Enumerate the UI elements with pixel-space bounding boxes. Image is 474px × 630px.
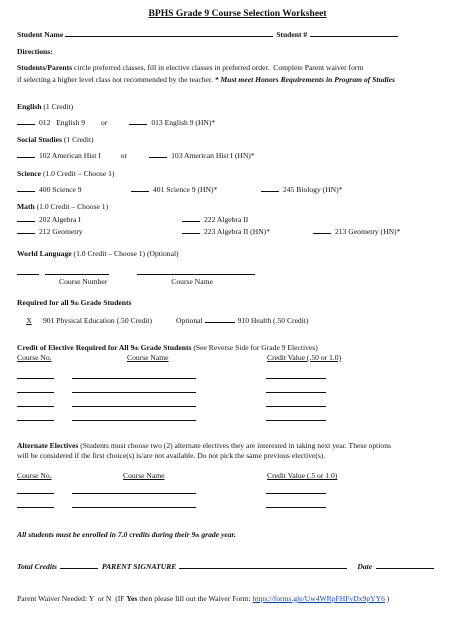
student-name-label: Student Name [17, 29, 64, 39]
science-heading [17, 169, 458, 178]
elective-row [17, 386, 458, 394]
alternate-row [17, 487, 458, 495]
elective-course-no-field[interactable] [17, 386, 54, 393]
elective-rows [17, 372, 458, 422]
elective-course-name-field[interactable] [72, 400, 196, 407]
english-credit: (1 Credit) [41, 101, 74, 111]
science-9-option: 400 Science 9 [39, 185, 82, 195]
student-name-field[interactable] [65, 29, 273, 37]
alternate-course-no-field[interactable] [17, 501, 54, 508]
directions-text-2: if selecting a higher level class not recommended by the teacher. [17, 75, 215, 85]
alternates-text-2: will be considered if the first choice(s) is/are not available. Do not pick the same previous elective(s). [17, 450, 326, 460]
american-hist-hn-blank[interactable] [149, 150, 167, 158]
elective-credit-field[interactable] [266, 414, 326, 421]
world-language-choice-blank[interactable] [17, 267, 39, 275]
american-hist-blank[interactable] [17, 150, 35, 158]
alternate-credit-field[interactable] [266, 501, 326, 508]
elective-course-no-field[interactable] [17, 400, 54, 407]
science-options [17, 184, 458, 194]
student-info-row [17, 29, 458, 39]
english-heading [17, 102, 458, 111]
page-title: BPHS Grade 9 Course Selection Worksheet [148, 8, 327, 19]
physical-education-option: 901 Physical Education (.50 Credit) [43, 315, 153, 325]
date-label: Date [357, 562, 373, 572]
elective-course-name-field[interactable] [72, 414, 196, 421]
waiver-yes: Yes [126, 593, 138, 603]
biology-hn-option: 245 Biology (HN)* [283, 185, 343, 195]
electives-note: (See Reverse Side for Grade 9 Electives) [191, 343, 318, 353]
directions-lead: Students/Parents [17, 62, 73, 72]
or-text: or [120, 151, 128, 161]
alternate-row [17, 501, 458, 509]
required-heading-text: Required for all 9 [17, 298, 75, 308]
elective-row [17, 414, 458, 422]
alternates-line-2 [17, 451, 458, 460]
enrollment-requirement: All students must be enrolled in 7.0 credits during their 9 th grade year. [17, 529, 236, 539]
honors-requirement-note: * Must meet Honors Requirements in Program of Studies [214, 75, 395, 85]
social-label: Social Studies [17, 134, 62, 144]
alt-col-course-name: Course Name [123, 471, 165, 481]
alternates-text-1: (Students must choose two (2) alternate electives they are interested in taking next year. These options [78, 441, 391, 451]
elective-course-no-field[interactable] [17, 372, 54, 379]
world-language-credit: (1.0 Credit – Choose 1) (Optional) [71, 249, 179, 259]
world-language-fields [17, 267, 458, 275]
waiver-form-link[interactable]: https://forms.gle/Uw4WRpFHFvDx9pYY6 [252, 593, 385, 603]
math-heading [17, 202, 458, 211]
alternates-columns [17, 471, 458, 480]
geometry-hn-option: 213 Geometry (HN)* [335, 226, 401, 236]
algebra-2-hn-blank[interactable] [182, 226, 200, 234]
english-9-hn-option: 013 English 9 (HN)* [151, 118, 216, 128]
world-language-label: World Language [17, 249, 72, 259]
science-9-hn-option: 401 Science 9 (HN)* [153, 185, 218, 195]
world-language-heading [17, 249, 458, 258]
directions-heading: Directions: [17, 47, 53, 57]
elective-course-no-field[interactable] [17, 414, 54, 421]
elective-row [17, 372, 458, 380]
waiver-row [17, 594, 458, 603]
science-label: Science [17, 168, 42, 178]
alternate-course-name-field[interactable] [72, 487, 196, 494]
enrollment-text-2: grade year. [199, 529, 236, 539]
directions-line-1 [17, 63, 458, 72]
english-9-option: 012 English 9 [39, 118, 85, 128]
health-blank[interactable] [205, 315, 235, 323]
total-credits-field[interactable] [60, 561, 98, 569]
algebra-2-blank[interactable] [182, 214, 200, 222]
english-label: English [17, 101, 42, 111]
or-text: or [101, 118, 108, 128]
electives-heading: Credit of Elective Required for All 9 th Grade Students (See Reverse Side for Grade 9 Electives) [17, 343, 318, 353]
alternates-heading: Alternate Electives [17, 441, 79, 451]
geometry-hn-blank[interactable] [313, 226, 331, 234]
world-language-number-field[interactable] [45, 267, 109, 275]
elective-course-name-field[interactable] [72, 386, 196, 393]
col-course-name: Course Name [127, 352, 169, 362]
english-options [17, 117, 458, 127]
col-credit-value: Credit Value (.50 or 1.0) [267, 352, 342, 362]
social-options [17, 150, 458, 160]
algebra-2-hn-option: 223 Algebra II (HN)* [204, 226, 271, 236]
total-credits-label: Total Credits [17, 562, 58, 572]
alternate-course-no-field[interactable] [17, 487, 54, 494]
col-course-no: Course No. [17, 352, 52, 362]
enrollment-text: All students must be enrolled in 7.0 credits during their 9 [17, 529, 196, 539]
science-9-hn-blank[interactable] [131, 184, 149, 192]
electives-heading-text: Credit of Elective Required for All 9 [17, 343, 135, 353]
algebra-1-blank[interactable] [17, 214, 35, 222]
pe-checked-mark[interactable]: X [26, 315, 32, 325]
math-credit: (1.0 Credit – Choose 1) [34, 201, 109, 211]
math-label: Math [17, 201, 35, 211]
world-language-name-field[interactable] [137, 267, 255, 275]
elective-credit-field[interactable] [266, 400, 326, 407]
waiver-text-2: then please fill out the Waiver Form: [137, 593, 253, 603]
english-9-blank[interactable] [17, 117, 35, 125]
science-9-blank[interactable] [17, 184, 35, 192]
american-hist-hn-option: 103 American Hist I (HN)* [171, 151, 255, 161]
social-credit: (1 Credit) [61, 134, 94, 144]
geometry-option: 212 Geometry [39, 226, 83, 236]
algebra-1-option: 202 Algebra I [39, 215, 81, 225]
alternates-line-1 [17, 441, 458, 450]
american-hist-option: 102 American Hist I [39, 151, 101, 161]
health-option: 910 Health (.50 Credit) [237, 315, 309, 325]
signature-row [17, 561, 458, 571]
english-9-hn-blank[interactable] [129, 117, 147, 125]
math-options-row-2 [17, 226, 458, 236]
student-number-label: Student # [276, 29, 308, 39]
course-name-caption: Course Name [171, 276, 213, 286]
electives-heading-text-2: Grade Students [138, 343, 192, 353]
optional-label: Optional [176, 315, 203, 325]
directions-text-1: circle preferred classes, fill in elective classes in preferred order. Complete Parent waiver form [72, 62, 364, 72]
required-courses [17, 315, 458, 325]
waiver-text: Parent Waiver Needed: Y or N (IF [17, 593, 127, 603]
science-credit: (1.0 Credit – Choose 1) [41, 168, 115, 178]
electives-columns [17, 353, 458, 362]
course-number-caption: Course Number [59, 276, 108, 286]
waiver-text-3: ) [384, 593, 390, 603]
elective-credit-field[interactable] [266, 372, 326, 379]
world-language-columns [17, 277, 458, 286]
biology-hn-blank[interactable] [261, 184, 279, 192]
directions-line-2 [17, 75, 458, 84]
student-number-field[interactable] [310, 29, 398, 37]
alternate-credit-field[interactable] [266, 487, 326, 494]
parent-signature-field[interactable] [179, 561, 347, 569]
date-field[interactable] [376, 561, 434, 569]
alt-col-course-no: Course No. [17, 471, 52, 481]
algebra-2-option: 222 Algebra II [204, 215, 249, 225]
math-options-row-1 [17, 214, 458, 224]
parent-signature-label: PARENT SIGNATURE [102, 562, 177, 572]
required-heading-text-2: Grade Students [78, 298, 132, 308]
geometry-blank[interactable] [17, 226, 35, 234]
required-heading: Required for all 9 th Grade Students [17, 298, 132, 308]
alt-col-credit-value: Credit Value (.5 or 1.0) [267, 471, 338, 481]
elective-row [17, 400, 458, 408]
elective-credit-field[interactable] [266, 386, 326, 393]
elective-course-name-field[interactable] [72, 372, 196, 379]
alternate-course-name-field[interactable] [72, 501, 196, 508]
social-heading [17, 135, 458, 144]
